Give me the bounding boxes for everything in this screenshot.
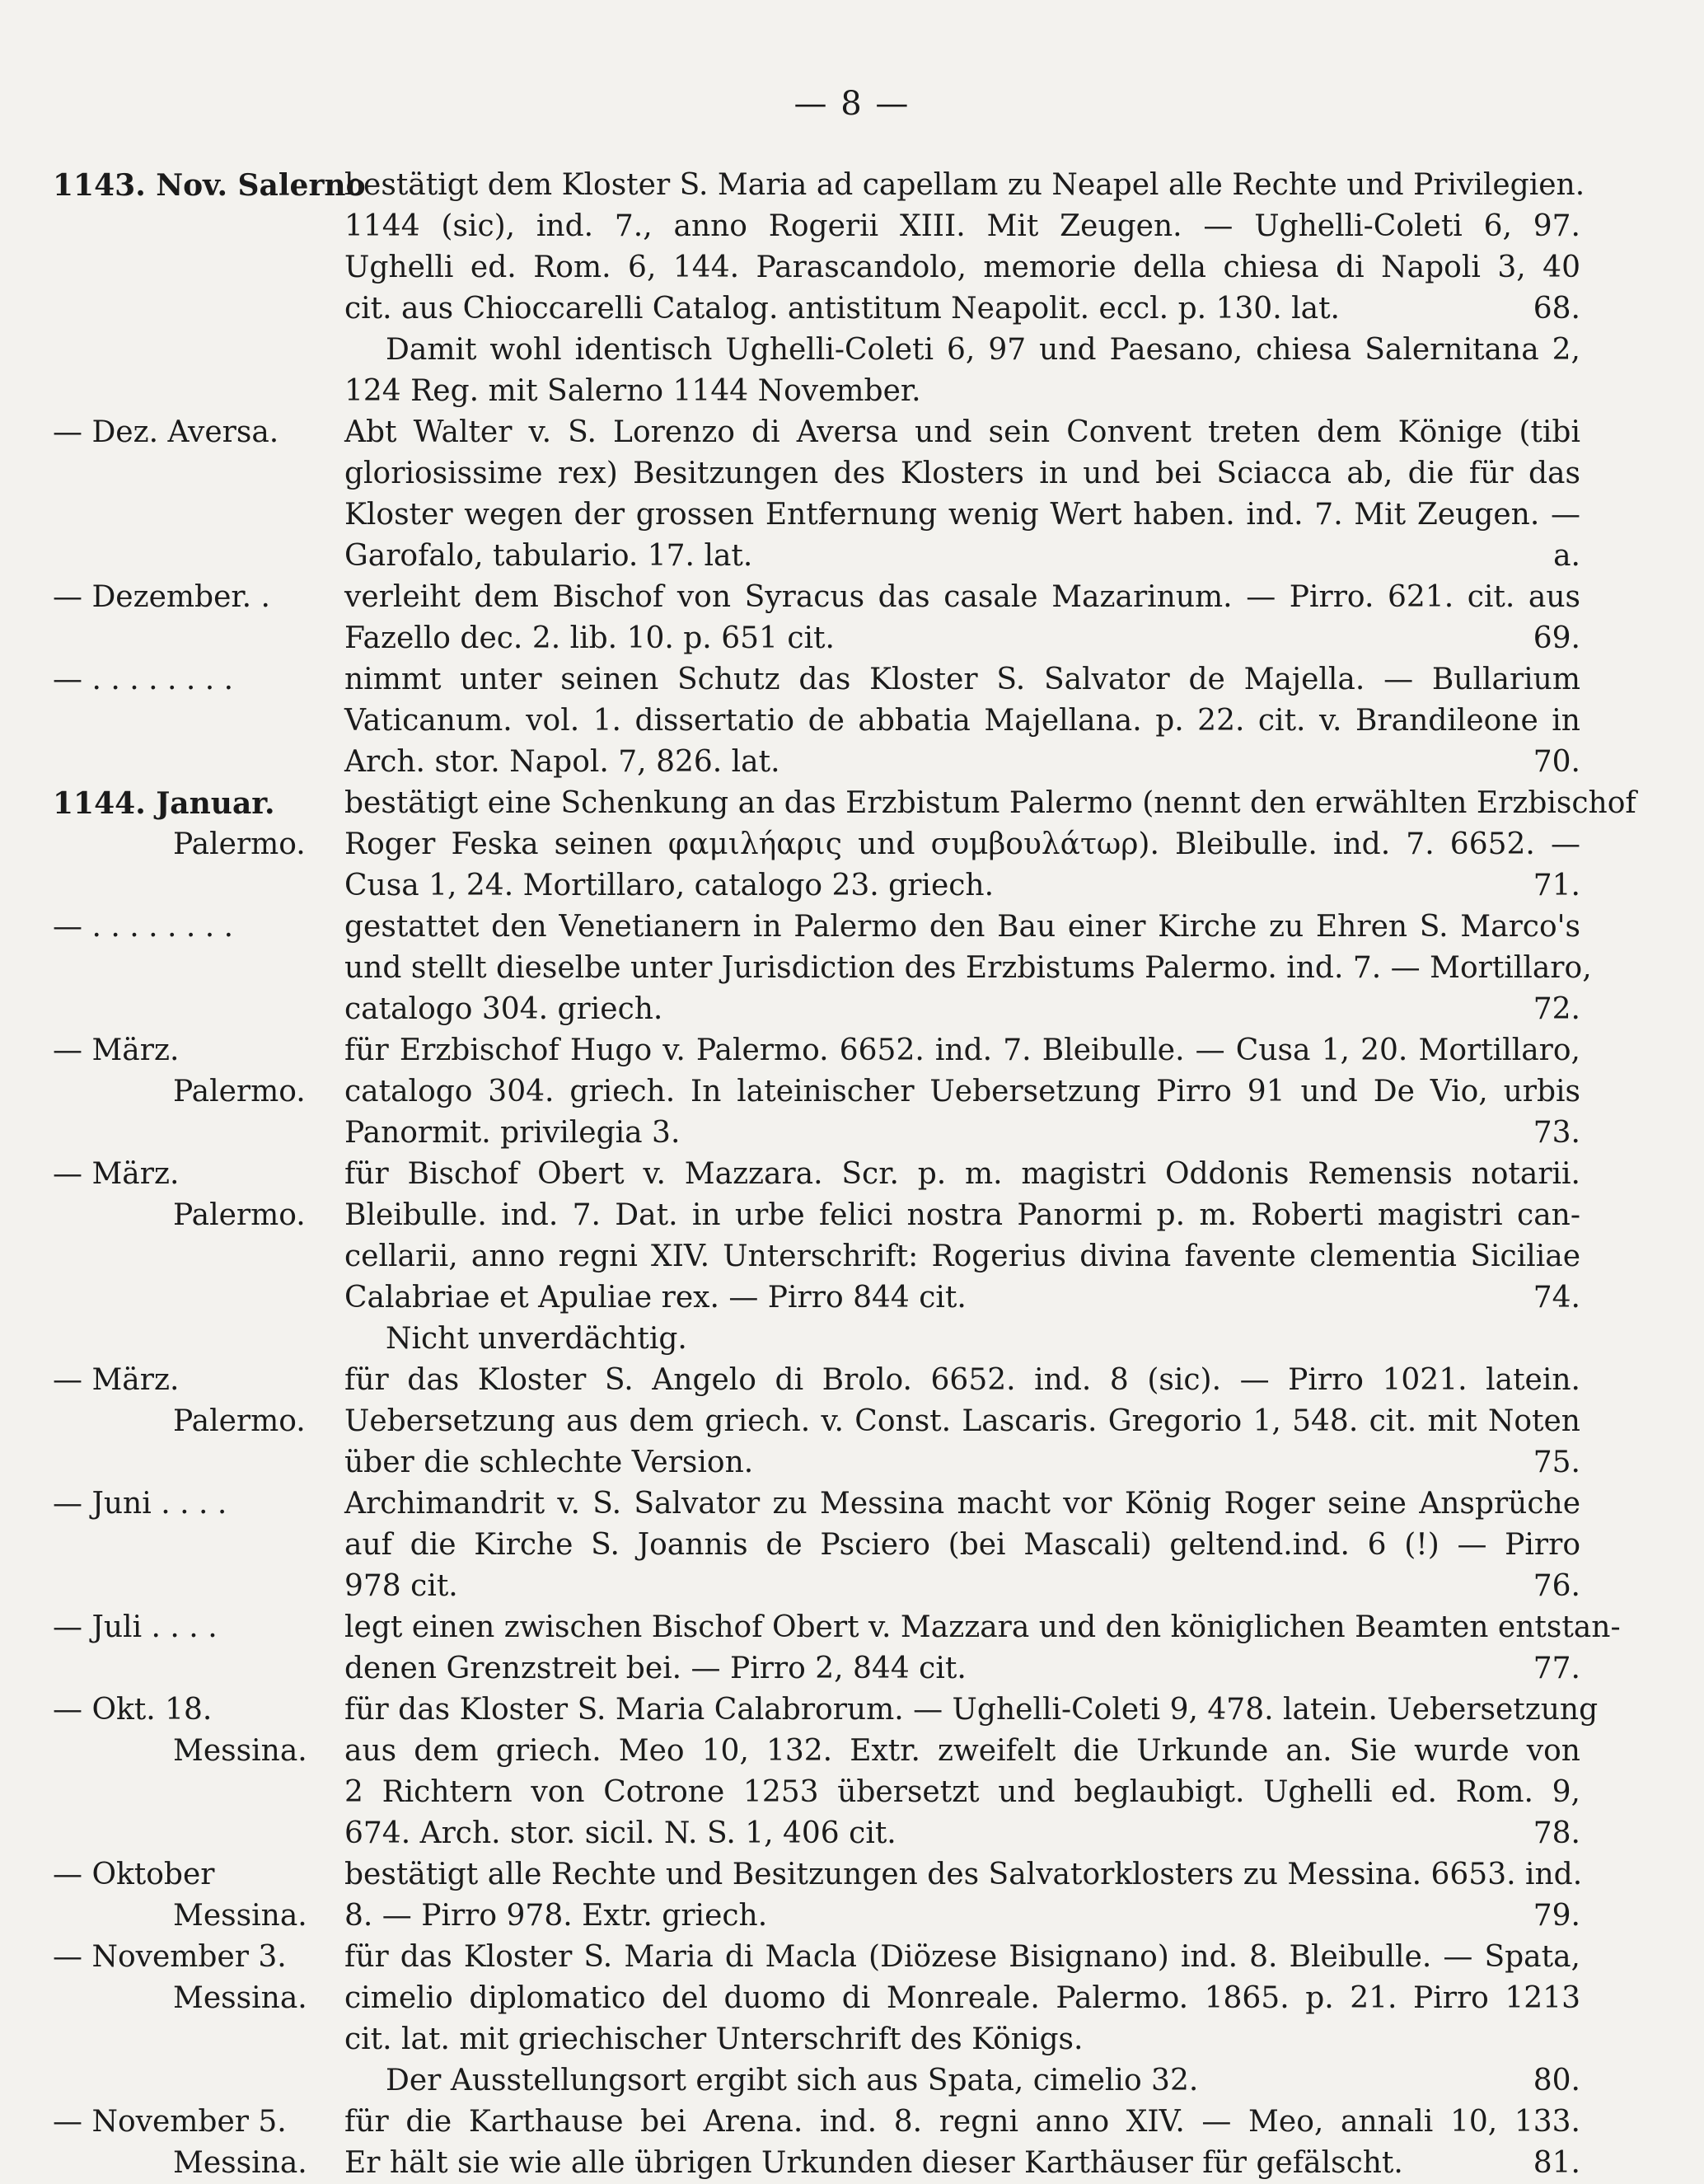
entry-date: — Okt. 18. (53, 1693, 213, 1727)
entry-line (344, 1813, 1580, 1854)
entry-date-place (0, 907, 344, 1030)
entry-text (344, 1690, 1599, 1854)
entry-text (344, 783, 1636, 907)
entry-place: Palermo. (173, 827, 306, 861)
entry-number: 74. (1533, 1281, 1580, 1315)
entry-date: — . . . . . . . . (53, 663, 234, 696)
entry-line: verleiht dem Bischof von Syracus das casale Mazarinum. — Pirro. 621. cit. aus (344, 580, 1580, 614)
entry-date-place (0, 1690, 344, 1854)
entry-line-text: 674. Arch. stor. sicil. N. S. 1, 406 cit. (344, 1816, 896, 1850)
register-entries (0, 165, 1704, 2184)
entry-line-text: Arch. stor. Napol. 7, 826. lat. (344, 745, 780, 779)
entry-date-place (0, 1483, 344, 1607)
entry-text (344, 577, 1580, 659)
entry-number: 76. (1533, 1569, 1580, 1603)
entry-date: — März. (53, 1033, 180, 1067)
entry-number: 69. (1533, 621, 1580, 655)
entry-date: — Juni . . . . (53, 1487, 227, 1521)
entry-line: für die Karthause bei Arena. ind. 8. regni anno XIV. — Meo, annali 10, 133. (344, 2105, 1580, 2139)
register-entry (0, 907, 1704, 1030)
register-entry (0, 1030, 1704, 1154)
entry-date-place (0, 577, 344, 659)
register-entry (0, 1154, 1704, 1360)
entry-line: cit. lat. mit griechischer Unterschrift des Königs. (344, 2022, 1084, 2056)
entry-line: Uebersetzung aus dem griech. v. Const. Lascaris. Gregorio 1, 548. cit. mit Noten (344, 1404, 1580, 1438)
entry-date: — Oktober (53, 1858, 215, 1891)
entry-date-place (0, 2102, 344, 2184)
entry-date-place (0, 1937, 344, 2102)
entry-line: cimelio diplomatico del duomo di Monreale. Palermo. 1865. p. 21. Pirro 1213 (344, 1981, 1580, 2015)
entry-line: auf die Kirche S. Joannis de Psciero (bei Mascali) geltend.ind. 6 (!) — Pirro (344, 1528, 1580, 1562)
entry-line-text: Fazello dec. 2. lib. 10. p. 651 cit. (344, 621, 835, 655)
entry-number: 71. (1533, 869, 1580, 902)
entry-line: Abt Walter v. S. Lorenzo di Aversa und sein Convent treten dem Könige (tibi (344, 415, 1580, 449)
entry-note-text: Der Ausstellungsort ergibt sich aus Spata, cimelio 32. (386, 2064, 1199, 2097)
entry-number: 79. (1533, 1899, 1580, 1933)
entry-place: Palermo. (173, 1404, 306, 1438)
entry-date: — Juli . . . . (53, 1610, 218, 1644)
entry-line-text: 978 cit. (344, 1569, 458, 1603)
entry-note: Nicht unverdächtig. (386, 1322, 687, 1356)
entry-line: bestätigt eine Schenkung an das Erzbistum Palermo (nennt den erwählten Erzbischof (344, 786, 1636, 820)
entry-line (344, 865, 1580, 907)
entry-line (344, 1896, 1580, 1937)
entry-number: 73. (1533, 1116, 1580, 1150)
register-entry (0, 783, 1704, 907)
entry-line: für das Kloster S. Maria di Macla (Diözese Bisignano) ind. 8. Bleibulle. — Spata, (344, 1940, 1580, 1974)
register-entry (0, 2102, 1704, 2184)
entry-date-place (0, 1607, 344, 1690)
entry-date: 1143. Nov. Salerno (53, 168, 366, 203)
entry-place: Messina. (173, 1981, 307, 2015)
entry-date-place (0, 659, 344, 783)
register-entry (0, 1360, 1704, 1483)
entry-note: 124 Reg. mit Salerno 1144 November. (344, 374, 921, 408)
entry-date-place (0, 412, 344, 577)
register-entry (0, 412, 1704, 577)
entry-number: 78. (1533, 1816, 1580, 1850)
register-entry (0, 659, 1704, 783)
entry-line: aus dem griech. Meo 10, 132. Extr. zweifelt die Urkunde an. Sie wurde von (344, 1734, 1580, 1768)
entry-text (344, 412, 1580, 577)
entry-line-text: denen Grenzstreit bei. — Pirro 2, 844 cit. (344, 1652, 967, 1685)
entry-date: — November 5. (53, 2105, 287, 2139)
entry-date-place (0, 783, 344, 907)
entry-line (344, 1277, 1580, 1319)
entry-line-text: cit. aus Chioccarelli Catalog. antistitum Neapolit. eccl. p. 130. lat. (344, 292, 1340, 326)
entry-line (344, 618, 1580, 659)
register-entry (0, 1607, 1704, 1690)
entry-line-text: Garofalo, tabulario. 17. lat. (344, 539, 753, 573)
entry-line: Vaticanum. vol. 1. dissertatio de abbatia Majellana. p. 22. cit. v. Brandileone in (344, 704, 1580, 738)
entry-place: Messina. (173, 1899, 307, 1933)
entry-date-place (0, 1360, 344, 1483)
entry-number: 77. (1533, 1652, 1580, 1685)
entry-line: bestätigt alle Rechte und Besitzungen des Salvatorklosters zu Messina. 6653. ind. (344, 1858, 1583, 1891)
entry-line (344, 1566, 1580, 1607)
entry-text (344, 1854, 1583, 1937)
entry-line: 2 Richtern von Cotrone 1253 übersetzt und beglaubigt. Ughelli ed. Rom. 9, (344, 1775, 1580, 1809)
entry-line-text: Cusa 1, 24. Mortillaro, catalogo 23. griech. (344, 869, 995, 902)
entry-number: 81. (1533, 2146, 1580, 2180)
entry-date: — Dezember. . (53, 580, 270, 614)
entry-number: 80. (1533, 2064, 1580, 2097)
entry-line: Archimandrit v. S. Salvator zu Messina macht vor König Roger seine Ansprüche (344, 1487, 1580, 1521)
entry-line-text: Er hält sie wie alle übrigen Urkunden dieser Karthäuser für gefälscht. (344, 2146, 1403, 2180)
entry-line: cellarii, anno regni XIV. Unterschrift: Rogerius divina favente clementia Siciliae (344, 1240, 1580, 1273)
entry-number: 70. (1533, 745, 1580, 779)
entry-date: — November 3. (53, 1940, 287, 1974)
entry-line (344, 1113, 1580, 1154)
entry-place: Palermo. (173, 1075, 306, 1108)
entry-line (344, 989, 1580, 1030)
entry-line: gloriosissime rex) Besitzungen des Klosters in und bei Sciacca ab, die für das (344, 457, 1580, 490)
entry-note: Damit wohl identisch Ughelli-Coleti 6, 97 und Paesano, chiesa Salernitana 2, (386, 333, 1580, 367)
entry-line: für Erzbischof Hugo v. Palermo. 6652. ind. 7. Bleibulle. — Cusa 1, 20. Mortillaro, (344, 1033, 1580, 1067)
entry-line: für Bischof Obert v. Mazzara. Scr. p. m. magistri Oddonis Remensis notarii. (344, 1157, 1580, 1191)
entry-place: Messina. (173, 1734, 307, 1768)
entry-line: legt einen zwischen Bischof Obert v. Mazzara und den königlichen Beamten entstan- (344, 1610, 1621, 1644)
entry-line: 1144 (sic), ind. 7., anno Rogerii XIII. Mit Zeugen. — Ughelli-Coleti 6, 97. (344, 209, 1580, 243)
register-entry (0, 577, 1704, 659)
entry-text (344, 659, 1580, 783)
entry-line (344, 2143, 1580, 2184)
entry-text (344, 1937, 1580, 2102)
entry-place: Messina. (173, 2146, 307, 2180)
entry-text (344, 1483, 1580, 1607)
entry-line-text: 8. — Pirro 978. Extr. griech. (344, 1899, 768, 1933)
entry-line-text: Panormit. privilegia 3. (344, 1116, 681, 1150)
entry-date: — . . . . . . . . (53, 910, 234, 944)
entry-number: 75. (1533, 1446, 1580, 1479)
register-entry (0, 1483, 1704, 1607)
entry-line: Kloster wegen der grossen Entfernung wenig Wert haben. ind. 7. Mit Zeugen. — (344, 498, 1580, 532)
entry-line-text: Calabriae et Apuliae rex. — Pirro 844 cit. (344, 1281, 967, 1315)
entry-line: für das Kloster S. Maria Calabrorum. — Ughelli-Coleti 9, 478. latein. Uebersetzung (344, 1693, 1599, 1727)
entry-line: Bleibulle. ind. 7. Dat. in urbe felici nostra Panormi p. m. Roberti magistri can- (344, 1198, 1580, 1232)
entry-text (344, 2102, 1580, 2184)
entry-line: und stellt dieselbe unter Jurisdiction des Erzbistums Palermo. ind. 7. — Mortillaro, (344, 951, 1592, 985)
register-entry (0, 165, 1704, 412)
entry-line-text: über die schlechte Version. (344, 1446, 754, 1479)
entry-place: Palermo. (173, 1198, 306, 1232)
register-entry (0, 1690, 1704, 1854)
entry-text (344, 1154, 1580, 1360)
entry-date-place (0, 1154, 344, 1360)
entry-line: catalogo 304. griech. In lateinischer Uebersetzung Pirro 91 und De Vio, urbis (344, 1075, 1580, 1108)
entry-number: 68. (1533, 292, 1580, 326)
entry-text (344, 1360, 1580, 1483)
entry-date-place (0, 1854, 344, 1937)
entry-line (344, 1648, 1580, 1690)
entry-line: Ughelli ed. Rom. 6, 144. Parascandolo, memorie della chiesa di Napoli 3, 40 (344, 251, 1580, 284)
entry-line-text: catalogo 304. griech. (344, 992, 663, 1026)
entry-text (344, 1607, 1621, 1690)
entry-note (344, 2060, 1580, 2102)
entry-date-place (0, 1030, 344, 1154)
entry-line (344, 288, 1580, 330)
entry-date: — Dez. Aversa. (53, 415, 279, 449)
entry-text (344, 165, 1585, 412)
entry-date: — März. (53, 1363, 180, 1397)
entry-date: 1144. Januar. (53, 786, 275, 821)
entry-line (344, 742, 1580, 783)
entry-line: nimmt unter seinen Schutz das Kloster S. Salvator de Majella. — Bullarium (344, 663, 1580, 696)
register-entry (0, 1937, 1704, 2102)
entry-line: gestattet den Venetianern in Palermo den Bau einer Kirche zu Ehren S. Marco's (344, 910, 1580, 944)
entry-text (344, 1030, 1580, 1154)
entry-number: 72. (1533, 992, 1580, 1026)
entry-line: für das Kloster S. Angelo di Brolo. 6652. ind. 8 (sic). — Pirro 1021. latein. (344, 1363, 1580, 1397)
entry-line: bestätigt dem Kloster S. Maria ad capellam zu Neapel alle Rechte und Privilegien. (344, 168, 1585, 202)
entry-date: — März. (53, 1157, 180, 1191)
entry-line (344, 1442, 1580, 1483)
entry-text (344, 907, 1592, 1030)
entry-line: Roger Feska seinen φαμιλήαρις und συμβουλάτωρ). Bleibulle. ind. 7. 6652. — (344, 827, 1580, 861)
entry-date-place (0, 165, 366, 412)
page-number: — 8 — (793, 85, 911, 123)
entry-number: a. (1553, 539, 1580, 573)
register-entry (0, 1854, 1704, 1937)
entry-line (344, 536, 1580, 577)
